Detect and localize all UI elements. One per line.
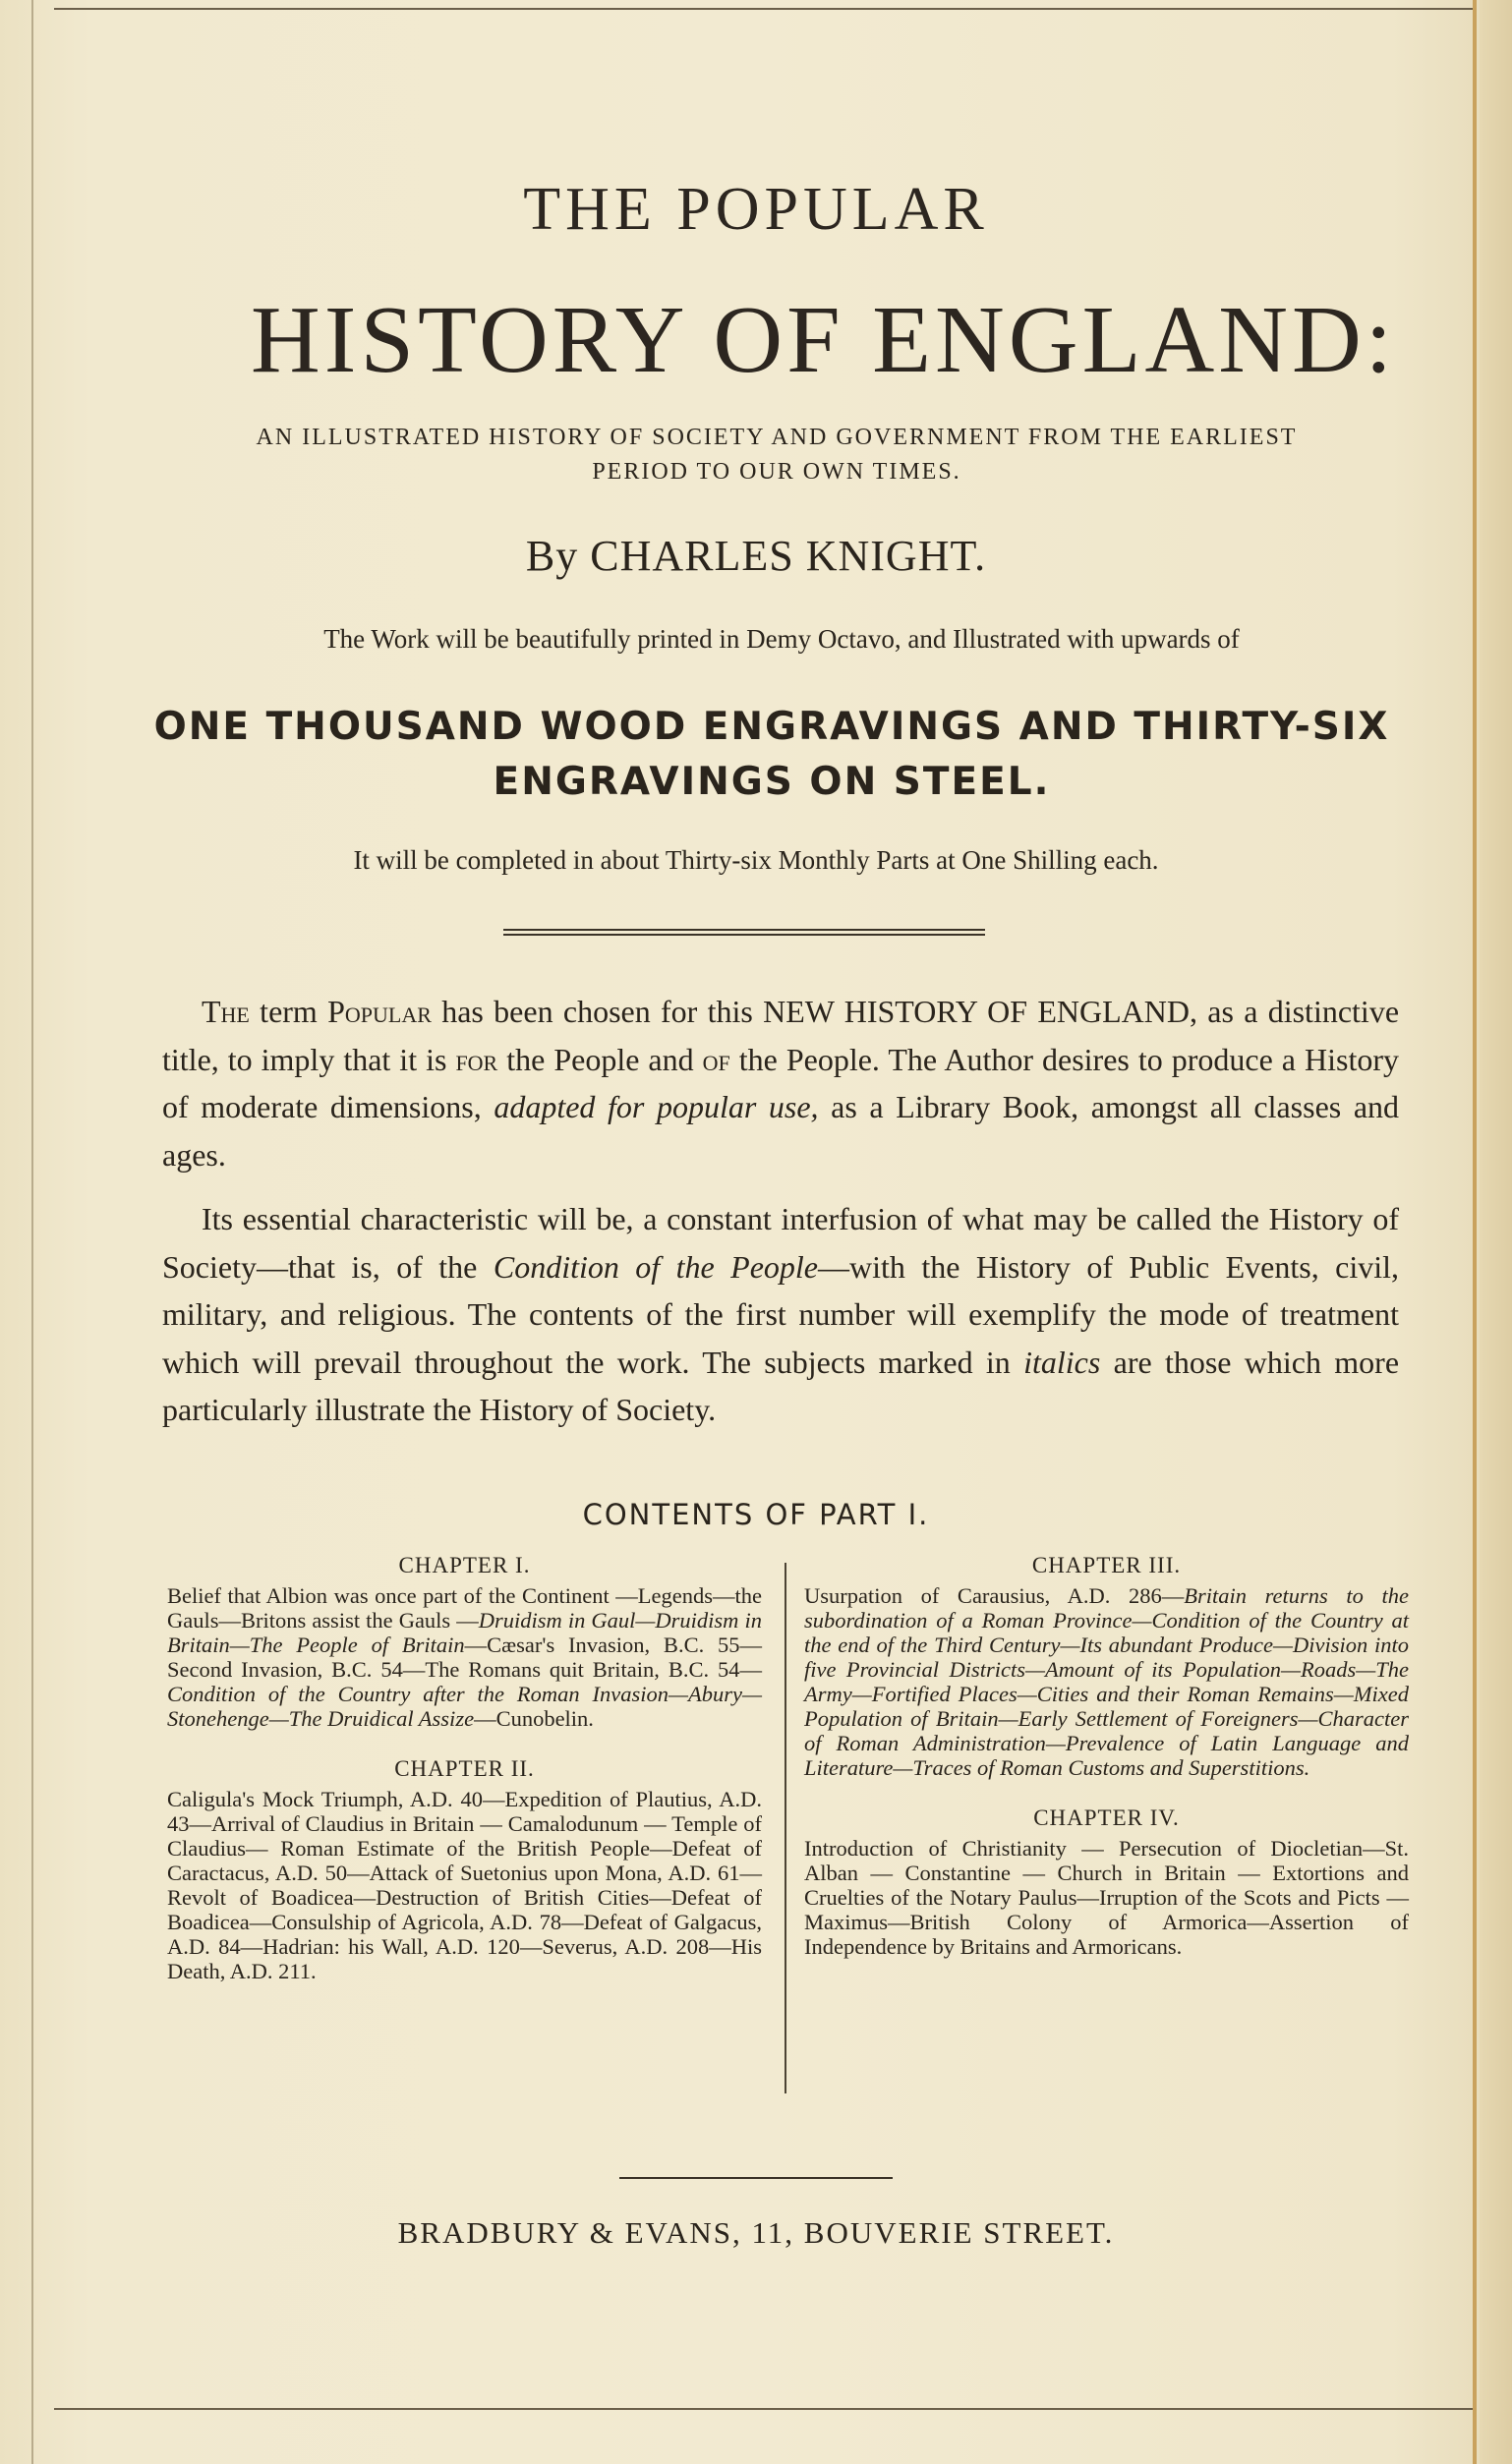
chapter-summary-text [804, 1583, 1409, 1780]
intro-text: are those which more particularly illustrate the History of Society. [162, 1344, 1400, 1427]
intro-text: —with the History of Public Events, civil, military, and religious. The contents of the first number will exemplify the mode of treatment which will prevail throughout the work. The subjects marked in [162, 1248, 1400, 1380]
chapter-summary [167, 1583, 762, 1731]
event-subject: Introduction of Christianity — Persecution of Diocletian—St. Alban — Constantine — Church in Britain — Extortions and Cruelties of the Notary Paulus—Irruption of the Scots and Picts —Maximus—British Colony of Armorica—Assertion of Independence by Britains and Armoricans. [804, 1836, 1409, 1959]
event-subject: Usurpation of Carausius, A.D. 286— [804, 1583, 1185, 1608]
intro-italic-text: Condition of the People [493, 1248, 819, 1285]
chapter-heading: CHAPTER II. [394, 1756, 535, 1781]
chapter-summary [804, 1836, 1409, 1959]
intro-text: The [202, 994, 250, 1029]
chapter-heading: CHAPTER I. [398, 1553, 531, 1577]
chapter-summary [167, 1787, 762, 1983]
author-line: By CHARLES KNIGHT. [525, 532, 987, 580]
monthly-parts-note: It will be completed in about Thirty-six Monthly Parts at One Shilling each. [353, 845, 1159, 875]
intro-text: the People and [506, 1041, 694, 1077]
contents-column-right [804, 1553, 1409, 1984]
printing-note: The Work will be beautifully printed in Demy Octavo, and Illustrated with upwards of [323, 624, 1240, 654]
event-subject: —Cunobelin. [474, 1706, 594, 1731]
contents-heading: CONTENTS OF PART I. [582, 1498, 930, 1531]
engravings-headline: ONE THOUSAND WOOD ENGRAVINGS AND THIRTY-SIX ENGRAVINGS ON STEEL. [153, 705, 1390, 804]
intro-text: the People. The Author desires to produce a History of moderate dimensions, [162, 1041, 1400, 1124]
intro-text: as a Library Book, amongst all classes and ages. [162, 1089, 1400, 1173]
double-rule-divider [503, 929, 985, 936]
binding-edge [1480, 0, 1512, 2464]
bottom-border-rule [54, 2408, 1473, 2410]
title-line-1: THE POPULAR [523, 176, 989, 243]
society-subject-italic: Condition of the Country after the Roman Invasion—Abury—Stonehenge—The Druidical Assize [167, 1682, 762, 1731]
contents-column-left [167, 1553, 762, 2009]
intro-paragraph-1 [162, 988, 1399, 1178]
intro-text: for [455, 1041, 498, 1077]
society-subject-italic: Druidism in Gaul—Druidism in Britain—The People of Britain [167, 1608, 762, 1657]
chapter-heading: CHAPTER IV. [1033, 1805, 1180, 1830]
chapter-heading: CHAPTER III. [1031, 1553, 1182, 1577]
event-subject: —Cæsar's Invasion, B.C. 55—Second Invasion, B.C. 54—The Romans quit Britain, B.C. 54— [167, 1633, 763, 1682]
chapter-summary-text [167, 1583, 762, 1731]
event-subject: Caligula's Mock Triumph, A.D. 40—Expedition of Plautius, A.D. 43—Arrival of Claudius in Britain — Camalodunum — Temple of Claudius— Roman Estimate of the British People—Defeat of Caractacus, A.D. 50—Attack of Suetonius upon Mona, A.D. 61—Revolt of Boadicea—Destruction of British Cities—Defeat of Boadicea—Consulship of Agricola, A.D. 78—Defeat of Galgacus, A.D. 84—Hadrian: his Wall, A.D. 120—Severus, A.D. 208—His Death, A.D. 211. [167, 1787, 762, 1983]
column-divider [785, 1563, 786, 2093]
intro-text: Popular [327, 994, 432, 1029]
intro-text: of [702, 1041, 730, 1077]
intro-text: term [260, 994, 318, 1029]
chapter-summary-text [804, 1836, 1409, 1959]
society-subject-italic: Britain returns to the subordination of a Roman Province—Condition of the Country at the end of the Third Century—Its abundant Produce—Division into five Provincial Districts—Amount of its Population—Roads—The Army—Fortified Places—Cities and their Roman Remains—Mixed Population of Britain—Early Settlement of Foreigners—Character of Roman Administration—Prevalence of Latin Language and Literature—Traces of Roman Customs and Superstitions. [804, 1583, 1409, 1780]
chapter-summary [804, 1583, 1409, 1780]
subtitle: AN ILLUSTRATED HISTORY OF SOCIETY AND GOVERNMENT FROM THE EARLIEST PERIOD TO OUR OWN TIMES. [256, 425, 1298, 485]
title-line-2: HISTORY OF ENGLAND: [251, 287, 1396, 393]
intro-italic-text: adapted for popular use, [494, 1089, 819, 1124]
intro-italic-text: italics [1023, 1344, 1101, 1380]
single-rule-divider [619, 2177, 893, 2179]
right-page-edge [1473, 0, 1477, 2464]
intro-text: has been chosen for this NEW HISTORY OF ENGLAND, as a distinctive title, to imply that it is [162, 994, 1400, 1077]
event-subject: Belief that Albion was once part of the Continent —Legends—the Gauls—Britons assist the Gauls — [167, 1583, 762, 1633]
intro-paragraph-2 [162, 1195, 1399, 1434]
publisher-imprint: BRADBURY & EVANS, 11, BOUVERIE STREET. [397, 2215, 1115, 2250]
top-border-rule [54, 8, 1473, 10]
chapter-summary-text [167, 1787, 762, 1983]
intro-text: Its essential characteristic will be, a constant interfusion of what may be called the History of Society—that is, of the [162, 1201, 1399, 1285]
